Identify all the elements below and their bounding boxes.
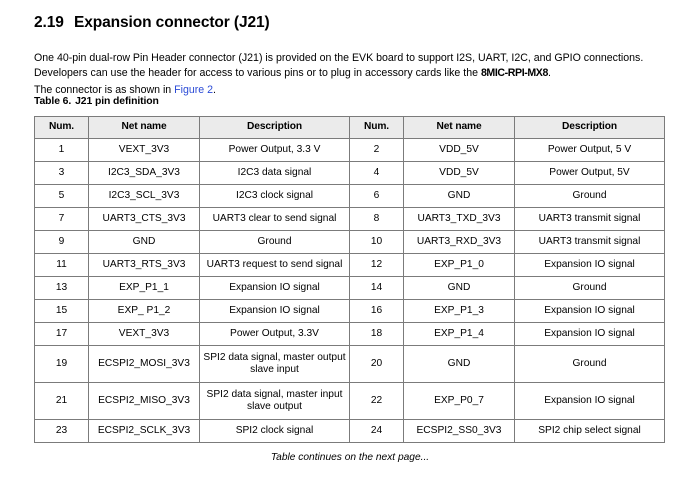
net-name-right: VDD_5V [404,162,515,185]
column-header-net-name-left: Net name [89,117,200,139]
net-name-right: EXP_P1_3 [404,300,515,323]
net-name-left: ECSPI2_MISO_3V3 [89,383,200,420]
table-row [35,346,665,383]
table-row [35,420,665,443]
pin-number-left: 15 [35,300,89,323]
table-row [35,300,665,323]
description-right: Expansion IO signal [515,300,665,323]
net-name-right: GND [404,277,515,300]
net-name-left: UART3_RTS_3V3 [89,254,200,277]
table-caption [34,96,159,107]
pin-number-right: 12 [350,254,404,277]
description-right: UART3 transmit signal [515,231,665,254]
description-right: UART3 transmit signal [515,208,665,231]
net-name-right: UART3_TXD_3V3 [404,208,515,231]
column-header-num-right: Num. [350,117,404,139]
figure-reference-text-before: The connector is as shown in [34,83,175,96]
column-header-net-name-right: Net name [404,117,515,139]
table-header-row [35,117,665,139]
net-name-left: VEXT_3V3 [89,139,200,162]
net-name-left: GND [89,231,200,254]
pin-number-right: 20 [350,346,404,383]
pin-number-left: 9 [35,231,89,254]
column-header-description-left: Description [200,117,350,139]
description-right: Ground [515,277,665,300]
section-heading [34,14,270,32]
pin-number-right: 10 [350,231,404,254]
description-right: Expansion IO signal [515,383,665,420]
section-number: 2.19 [34,14,64,31]
table-caption-number: Table 6. [34,96,72,107]
pin-number-right: 2 [350,139,404,162]
pin-number-right: 8 [350,208,404,231]
net-name-right: GND [404,346,515,383]
j21-pin-definition-table [34,116,665,443]
net-name-right: UART3_RXD_3V3 [404,231,515,254]
net-name-right: EXP_P1_4 [404,323,515,346]
net-name-left: EXP_ P1_2 [89,300,200,323]
net-name-left: I2C3_SCL_3V3 [89,185,200,208]
table-row [35,323,665,346]
pin-number-left: 3 [35,162,89,185]
net-name-right: GND [404,185,515,208]
pin-number-right: 4 [350,162,404,185]
pin-number-right: 14 [350,277,404,300]
net-name-right: EXP_P0_7 [404,383,515,420]
table-row [35,162,665,185]
description-left: I2C3 data signal [200,162,350,185]
description-right: Ground [515,185,665,208]
description-left: SPI2 data signal, master input slave output [200,383,350,420]
description-left: SPI2 clock signal [200,420,350,443]
pin-number-left: 1 [35,139,89,162]
pin-number-left: 13 [35,277,89,300]
description-right: Expansion IO signal [515,254,665,277]
description-left: Expansion IO signal [200,277,350,300]
table-row [35,139,665,162]
net-name-left: I2C3_SDA_3V3 [89,162,200,185]
pin-number-left: 11 [35,254,89,277]
description-right: Expansion IO signal [515,323,665,346]
table-row [35,383,665,420]
pin-number-right: 24 [350,420,404,443]
column-header-description-right: Description [515,117,665,139]
description-right: Power Output, 5V [515,162,665,185]
pin-number-right: 6 [350,185,404,208]
pin-number-left: 21 [35,383,89,420]
net-name-right: EXP_P1_0 [404,254,515,277]
description-left: I2C3 clock signal [200,185,350,208]
table-body [35,139,665,443]
pin-number-left: 5 [35,185,89,208]
accessory-card-name: 8MIC-RPI-MX8 [480,67,548,80]
table-row [35,254,665,277]
pin-number-left: 7 [35,208,89,231]
description-left: Power Output, 3.3V [200,323,350,346]
description-left: Power Output, 3.3 V [200,139,350,162]
pin-number-right: 16 [350,300,404,323]
net-name-left: EXP_P1_1 [89,277,200,300]
description-left: SPI2 data signal, master output slave input [200,346,350,383]
pin-number-left: 19 [35,346,89,383]
pin-number-left: 17 [35,323,89,346]
table-row [35,231,665,254]
pin-number-left: 23 [35,420,89,443]
net-name-left: ECSPI2_MOSI_3V3 [89,346,200,383]
description-right: Ground [515,346,665,383]
net-name-left: UART3_CTS_3V3 [89,208,200,231]
figure-2-link[interactable]: Figure 2 [174,83,214,96]
intro-paragraph-text-after: . [547,67,551,80]
figure-reference-text-after: . [213,83,216,96]
description-left: Expansion IO signal [200,300,350,323]
pin-number-right: 18 [350,323,404,346]
description-right: Power Output, 5 V [515,139,665,162]
description-left: UART3 clear to send signal [200,208,350,231]
table-row [35,208,665,231]
net-name-right: ECSPI2_SS0_3V3 [404,420,515,443]
net-name-left: ECSPI2_SCLK_3V3 [89,420,200,443]
description-right: SPI2 chip select signal [515,420,665,443]
intro-paragraph [34,51,668,82]
pin-number-right: 22 [350,383,404,420]
net-name-left: VEXT_3V3 [89,323,200,346]
table-continuation-note: Table continues on the next page... [270,452,430,463]
description-left: UART3 request to send signal [200,254,350,277]
table-row [35,277,665,300]
intro-paragraph-text-before: One 40-pin dual-row Pin Header connector (J21) is provided on the EVK board to support I2S, UART, I2C, and GPIO connections. Developers can use the header for access to various pins or to plug in accessory cards like the [34,51,644,80]
net-name-right: VDD_5V [404,139,515,162]
column-header-num-left: Num. [35,117,89,139]
section-title: Expansion connector (J21) [74,14,270,31]
table-caption-title: J21 pin definition [75,96,159,107]
description-left: Ground [200,231,350,254]
table-row [35,185,665,208]
